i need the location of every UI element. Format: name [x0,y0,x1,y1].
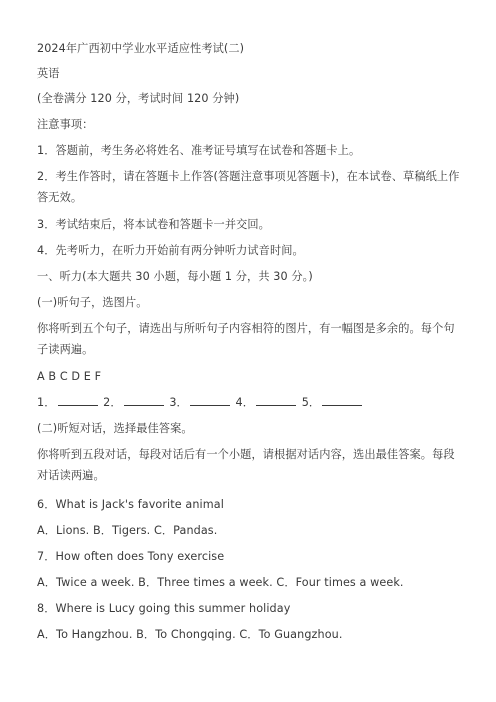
answer-blank-3[interactable] [190,394,230,406]
question-6: 6．What is Jack's favorite animal [37,498,224,511]
score-note: (全卷满分 120 分，考试时间 120 分钟) [37,92,240,105]
notice-item-4: 4．先考听力，在听力开始前有两分钟听力试音时间。 [37,244,304,257]
section-1-heading: 一、听力(本大题共 30 小题，每小题 1 分，共 30 分。) [37,270,313,283]
question-7: 7．How often does Tony exercise [37,550,225,563]
exam-title: 2024年广西初中学业水平适应性考试(二) [37,42,245,55]
picture-labels: A B C D E F [37,370,102,383]
question-8: 8．Where is Lucy going this summer holiday [37,602,291,615]
notice-item-2: 2．考生作答时，请在答题卡上作答(答题注意事项见答题卡)，在本试卷、草稿纸上作答无效。 [37,170,460,204]
question-8-options: A．To Hangzhou. B．To Chongqing. C．To Guangzhou. [37,628,343,641]
notice-item-1: 1．答题前，考生务必将姓名、准考证号填写在试卷和答题卡上。 [37,144,361,157]
blank-label-5: 5． [301,396,321,409]
blank-label-2: 2． [103,396,122,409]
blank-label-1: 1． [37,396,56,409]
part-1-heading: (一)听句子，选图片。 [37,296,148,309]
answer-blank-2[interactable] [124,394,164,406]
part-2-heading: (二)听短对话，选择最佳答案。 [37,422,193,435]
blank-label-4: 4． [235,396,255,409]
part-1-instruction: 你将听到五个句子，请选出与所听句子内容相符的图片，有一幅图是多余的。每个句子读两遍。 [37,322,455,356]
answer-blank-4[interactable] [256,394,296,406]
blank-label-3: 3． [169,396,188,409]
answer-blank-1[interactable] [58,394,98,406]
question-7-options: A．Twice a week. B．Three times a week. C．Four times a week. [37,576,404,589]
answer-blanks-row [37,392,462,413]
notice-heading: 注意事项： [37,118,94,131]
subject-label: 英语 [37,67,60,80]
answer-blank-5[interactable] [322,394,362,406]
notice-item-3: 3．考试结束后，将本试卷和答题卡一并交回。 [37,218,270,231]
part-2-instruction: 你将听到五段对话，每段对话后有一个小题，请根据对话内容，选出最佳答案。每段对话读两遍。 [37,448,455,482]
question-6-options: A．Lions. B．Tigers. C．Pandas. [37,524,218,537]
